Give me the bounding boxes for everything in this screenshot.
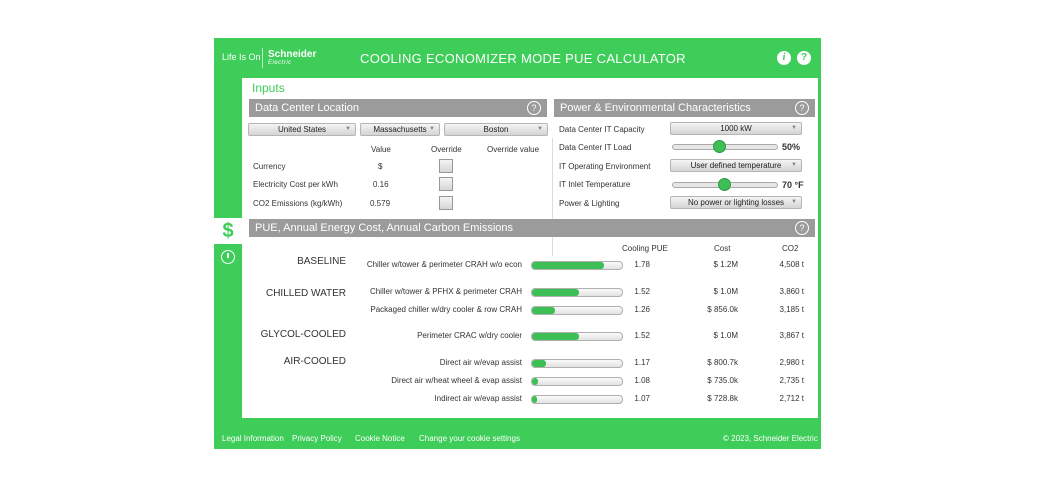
logo-sub-text: Electric bbox=[268, 60, 292, 66]
pue-value: 1.78 bbox=[634, 260, 650, 269]
system-name: Perimeter CRAC w/dry cooler bbox=[417, 331, 522, 340]
location-help-icon[interactable]: ? bbox=[527, 101, 541, 115]
chevron-down-icon: ▼ bbox=[791, 199, 797, 205]
logo-main-text: Schneider bbox=[268, 49, 317, 60]
cost-tab[interactable] bbox=[214, 218, 242, 244]
category-baseline: BASELINE bbox=[297, 256, 346, 267]
pue-value: 1.17 bbox=[634, 358, 650, 367]
power-lighting-label: Power & Lighting bbox=[559, 199, 620, 208]
legal-information-link[interactable]: Legal Information bbox=[222, 434, 284, 443]
cost-value: $ 728.8k bbox=[707, 394, 738, 403]
system-name: Direct air w/evap assist bbox=[439, 358, 522, 367]
cooling-pue-column-header: Cooling PUE bbox=[622, 244, 668, 253]
it-load-value: 50% bbox=[782, 142, 801, 152]
pue-bar-fill bbox=[532, 333, 579, 340]
it-load-slider-handle[interactable] bbox=[713, 140, 726, 153]
it-capacity-value: 1000 kW bbox=[720, 124, 752, 133]
pue-value: 1.52 bbox=[634, 331, 650, 340]
location-panel-header bbox=[249, 99, 547, 117]
cost-value: $ 1.0M bbox=[713, 287, 738, 296]
app-header bbox=[214, 38, 821, 78]
schneider-logo[interactable] bbox=[268, 50, 316, 68]
cookie-notice-link[interactable]: Cookie Notice bbox=[355, 434, 405, 443]
pue-bar-fill bbox=[532, 262, 604, 269]
co2-value: 3,867 t bbox=[779, 331, 804, 340]
pue-value: 1.07 bbox=[634, 394, 650, 403]
help-icon[interactable]: ? bbox=[797, 51, 811, 65]
chevron-down-icon: ▼ bbox=[791, 162, 797, 168]
pue-bar bbox=[531, 377, 623, 386]
system-name: Packaged chiller w/dry cooler & row CRAH bbox=[370, 305, 522, 314]
cost-value: $ 1.2M bbox=[713, 260, 738, 269]
cost-value: $ 735.0k bbox=[707, 376, 738, 385]
main-content bbox=[242, 78, 818, 418]
country-value: United States bbox=[277, 125, 327, 134]
co2-emissions-value: 0.579 bbox=[370, 199, 391, 208]
privacy-policy-link[interactable]: Privacy Policy bbox=[292, 434, 342, 443]
co2-column-header: CO2 bbox=[782, 244, 799, 253]
operating-env-value: User defined temperature bbox=[690, 161, 782, 170]
pue-bar-fill bbox=[532, 396, 537, 403]
category-chilled-water: CHILLED WATER bbox=[265, 288, 346, 299]
dollar-icon: $ bbox=[222, 220, 234, 242]
pue-value: 1.26 bbox=[634, 305, 650, 314]
pue-bar-fill bbox=[532, 289, 579, 296]
state-value: Massachusetts bbox=[373, 125, 427, 134]
city-value: Boston bbox=[483, 125, 509, 134]
calculator-app bbox=[214, 38, 821, 449]
category-glycol-cooled: GLYCOL-COOLED bbox=[260, 329, 346, 340]
override-column-header: Override bbox=[431, 145, 462, 154]
system-name: Chiller w/tower & perimeter CRAH w/o econ bbox=[366, 260, 522, 269]
power-lighting-value: No power or lighting losses bbox=[687, 198, 785, 207]
electricity-override-checkbox[interactable] bbox=[439, 177, 453, 191]
pue-bar bbox=[531, 261, 623, 270]
results-panel-header bbox=[249, 219, 815, 237]
info-icon[interactable]: i bbox=[777, 51, 791, 65]
currency-label: Currency bbox=[253, 162, 286, 171]
currency-override-checkbox[interactable] bbox=[439, 159, 453, 173]
pue-bar-fill bbox=[532, 307, 555, 314]
operating-env-dropdown[interactable] bbox=[670, 159, 802, 172]
pue-value: 1.08 bbox=[634, 376, 650, 385]
footer bbox=[214, 429, 821, 449]
operating-env-label: IT Operating Environment bbox=[559, 162, 651, 171]
chevron-down-icon: ▼ bbox=[345, 126, 351, 132]
city-dropdown[interactable] bbox=[444, 123, 548, 136]
pue-bar bbox=[531, 288, 623, 297]
cookie-settings-link[interactable]: Change your cookie settings bbox=[419, 434, 520, 443]
co2-value: 3,185 t bbox=[779, 305, 804, 314]
pue-value: 1.52 bbox=[634, 287, 650, 296]
category-air-cooled: AIR-COOLED bbox=[283, 356, 346, 367]
co2-value: 4,508 t bbox=[779, 260, 804, 269]
inlet-temp-slider-handle[interactable] bbox=[718, 178, 731, 191]
chevron-down-icon: ▼ bbox=[791, 125, 797, 131]
chevron-down-icon: ▼ bbox=[537, 126, 543, 132]
pue-bar bbox=[531, 395, 623, 404]
pue-bar bbox=[531, 306, 623, 315]
power-lighting-dropdown[interactable] bbox=[670, 196, 802, 209]
pue-bar-fill bbox=[532, 378, 538, 385]
override-value-column-header: Override value bbox=[487, 145, 540, 154]
co2-value: 2,735 t bbox=[779, 376, 804, 385]
sidebar bbox=[214, 78, 242, 418]
currency-value: $ bbox=[378, 162, 383, 171]
copyright-text: © 2023, Schneider Electric bbox=[723, 434, 818, 443]
co2-value: 2,712 t bbox=[779, 394, 804, 403]
state-dropdown[interactable] bbox=[360, 123, 440, 136]
system-name: Chiller w/tower & PFHX & perimeter CRAH bbox=[369, 287, 522, 296]
it-capacity-label: Data Center IT Capacity bbox=[559, 125, 645, 134]
inlet-temp-label: IT Inlet Temperature bbox=[559, 180, 631, 189]
results-panel-title: PUE, Annual Energy Cost, Annual Carbon Emissions bbox=[255, 222, 514, 234]
pue-bar-fill bbox=[532, 360, 546, 367]
inlet-temp-value: 70 °F bbox=[782, 180, 804, 190]
country-dropdown[interactable] bbox=[248, 123, 356, 136]
cost-value: $ 1.0M bbox=[713, 331, 738, 340]
co2-emissions-label: CO2 Emissions (kg/kWh) bbox=[253, 199, 343, 208]
panel-divider bbox=[552, 138, 553, 256]
life-is-on-label: Life Is On bbox=[222, 52, 261, 62]
system-name: Indirect air w/evap assist bbox=[434, 394, 522, 403]
inputs-heading: Inputs bbox=[252, 81, 285, 95]
cost-column-header: Cost bbox=[714, 244, 731, 253]
electricity-cost-value: 0.16 bbox=[373, 180, 389, 189]
co2-override-checkbox[interactable] bbox=[439, 196, 453, 210]
it-capacity-dropdown[interactable] bbox=[670, 122, 802, 135]
power-help-icon[interactable]: ? bbox=[795, 101, 809, 115]
location-panel-title: Data Center Location bbox=[255, 102, 359, 114]
co2-value: 3,860 t bbox=[779, 287, 804, 296]
it-load-label: Data Center IT Load bbox=[559, 143, 632, 152]
value-column-header: Value bbox=[371, 145, 391, 154]
power-panel-header bbox=[554, 99, 815, 117]
logo-divider bbox=[262, 48, 263, 68]
co2-value: 2,980 t bbox=[779, 358, 804, 367]
page-title: COOLING ECONOMIZER MODE PUE CALCULATOR bbox=[360, 51, 686, 66]
chevron-down-icon: ▼ bbox=[429, 126, 435, 132]
cost-value: $ 856.0k bbox=[707, 305, 738, 314]
electricity-cost-label: Electricity Cost per kWh bbox=[253, 180, 338, 189]
pue-bar bbox=[531, 359, 623, 368]
pue-bar bbox=[531, 332, 623, 341]
system-name: Direct air w/heat wheel & evap assist bbox=[391, 376, 522, 385]
results-help-icon[interactable]: ? bbox=[795, 221, 809, 235]
cost-value: $ 800.7k bbox=[707, 358, 738, 367]
power-panel-title: Power & Environmental Characteristics bbox=[560, 102, 751, 114]
